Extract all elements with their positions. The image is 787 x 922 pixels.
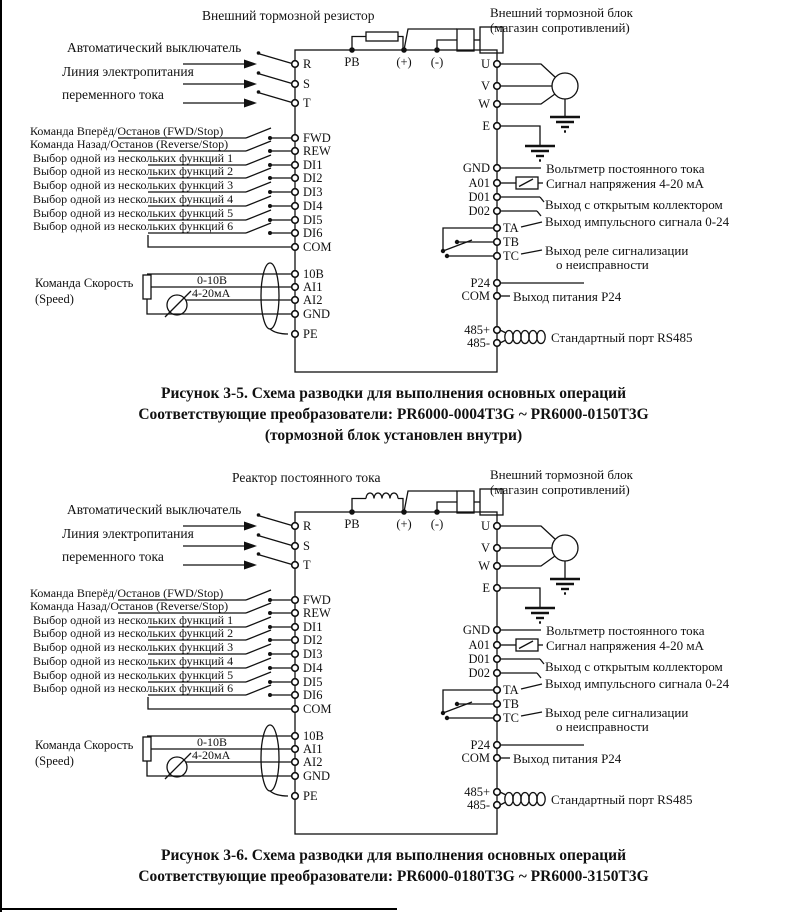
shield-to-pe-wire (270, 791, 288, 796)
terminal-label-r: R (303, 57, 312, 71)
terminal-label-ai1: AI1 (303, 742, 323, 756)
label-range-4-20ma: 4-20мА (192, 748, 231, 762)
terminal-label-minus: (-) (430, 517, 444, 531)
terminal-label-s: S (303, 77, 310, 91)
figure-3-6 (0, 462, 787, 922)
label-cmd-rev: Команда Назад/Останов (Reverse/Stop) (30, 137, 229, 151)
terminal-label-di2: DI2 (303, 633, 323, 647)
label-func-2: Выбор одной из нескольких функций 2 (33, 626, 234, 640)
terminal-label-10b: 10B (303, 267, 324, 281)
label-brake-unit-2: (магазин сопротивлений) (490, 20, 630, 35)
terminal-label-pe: PE (303, 789, 318, 803)
braking-unit-boxes (404, 489, 503, 515)
motor-ground-icon (550, 117, 580, 132)
terminal-label-com: COM (303, 702, 332, 716)
terminal-label-u: U (480, 519, 490, 533)
label-range-4-20ma: 4-20мА (192, 286, 231, 300)
figure-3-6-caption-line-1: Рисунок 3-6. Схема разводки для выполнения основных операций (160, 847, 627, 864)
terminal-label-t: T (303, 558, 311, 572)
label-voltmeter: Вольтметр постоянного тока (546, 161, 705, 176)
label-p24-output: Выход питания P24 (513, 289, 622, 304)
label-func-6: Выбор одной из нескольких функций 6 (33, 681, 234, 695)
terminal-label-di5: DI5 (303, 675, 323, 689)
label-relay-2: о неисправности (556, 719, 649, 734)
terminal-label-di4: DI4 (303, 199, 323, 213)
label-voltmeter: Вольтметр постоянного тока (546, 623, 705, 638)
com-return-wire (148, 697, 292, 709)
terminal-label-d01: D01 (468, 652, 490, 666)
terminal-label-485p: 485+ (464, 785, 490, 799)
terminal-label-di3: DI3 (303, 185, 323, 199)
terminal-label-10b: 10B (303, 729, 324, 743)
analog-gnd-wire (147, 299, 292, 314)
label-signal-4-20: Сигнал напряжения 4-20 мА (546, 176, 704, 191)
label-range-0-10v: 0-10B (197, 273, 227, 287)
label-ac-line-2: переменного тока (62, 87, 164, 102)
label-speed-1: Команда Скорость (35, 276, 134, 290)
e-terminal-wire (500, 126, 540, 145)
terminal-label-rew: REW (303, 144, 331, 158)
label-relay-1: Выход реле сигнализации (545, 243, 689, 258)
terminal-label-ai2: AI2 (303, 293, 323, 307)
terminal-label-ai1: AI1 (303, 280, 323, 294)
terminal-label-t: T (303, 96, 311, 110)
terminal-label-tb: TB (503, 697, 519, 711)
terminal-label-d01: D01 (468, 190, 490, 204)
label-func-2: Выбор одной из нескольких функций 2 (33, 164, 234, 178)
label-func-4: Выбор одной из нескольких функций 4 (33, 192, 234, 206)
label-ac-line-1: Линия электропитания (62, 64, 194, 79)
terminal-label-tc: TC (503, 711, 519, 725)
terminal-label-fwd: FWD (303, 131, 331, 145)
label-top-component: Внешний тормозной резистор (202, 8, 375, 23)
terminal-label-485p: 485+ (464, 323, 490, 337)
terminal-label-v: V (480, 79, 490, 93)
shield-ellipse (261, 725, 279, 791)
figure-3-6-caption-line-2: Соответствующие преобразователи: PR6000-0180T3G ~ PR6000-3150T3G (138, 868, 649, 885)
terminal-label-r: R (303, 519, 312, 533)
e-ground-icon (525, 146, 555, 161)
terminal-label-u: U (480, 57, 490, 71)
label-rs485-port: Стандартный порт RS485 (551, 330, 693, 345)
label-func-1: Выбор одной из нескольких функций 1 (33, 613, 234, 627)
label-top-component: Реактор постоянного тока (232, 470, 381, 485)
terminal-label-plus: (+) (396, 517, 412, 531)
label-open-collector: Выход с открытым коллектором (545, 659, 723, 674)
label-speed-1: Команда Скорость (35, 738, 134, 752)
label-breaker: Автоматический выключатель (67, 40, 242, 55)
terminal-label-di6: DI6 (303, 226, 323, 240)
terminal-label-a01: A01 (468, 176, 490, 190)
label-speed-2: (Speed) (35, 754, 74, 768)
terminal-label-plus: (+) (396, 55, 412, 69)
terminal-label-ta: TA (503, 221, 519, 235)
label-cmd-fwd: Команда Вперёд/Останов (FWD/Stop) (30, 124, 224, 138)
label-func-1: Выбор одной из нескольких функций 1 (33, 151, 234, 165)
label-cmd-fwd: Команда Вперёд/Останов (FWD/Stop) (30, 586, 224, 600)
terminal-label-d02: D02 (468, 666, 490, 680)
label-func-5: Выбор одной из нескольких функций 5 (33, 668, 234, 682)
terminal-label-p24: P24 (470, 276, 490, 290)
label-relay-2: о неисправности (556, 257, 649, 272)
label-func-4: Выбор одной из нескольких функций 4 (33, 654, 234, 668)
terminal-label-di4: DI4 (303, 661, 323, 675)
terminal-label-ta: TA (503, 683, 519, 697)
shield-to-pe-wire (270, 329, 288, 334)
label-speed-2: (Speed) (35, 292, 74, 306)
label-ac-line-2: переменного тока (62, 549, 164, 564)
terminal-label-ai2: AI2 (303, 755, 323, 769)
braking-resistor-symbol (352, 32, 403, 50)
com-return-wire (148, 235, 292, 247)
analog-gnd-wire (147, 761, 292, 776)
terminal-label-di1: DI1 (303, 620, 323, 634)
figure-3-5 (0, 0, 787, 460)
motor-symbol (500, 526, 578, 578)
terminal-label-di1: DI1 (303, 158, 323, 172)
label-brake-unit-2: (магазин сопротивлений) (490, 482, 630, 497)
terminal-label-gnd-left: GND (303, 307, 331, 321)
label-func-3: Выбор одной из нескольких функций 3 (33, 640, 234, 654)
motor-ground-icon (550, 579, 580, 594)
terminal-label-485n: 485- (467, 798, 490, 812)
label-relay-1: Выход реле сигнализации (545, 705, 689, 720)
terminal-label-a01: A01 (468, 638, 490, 652)
terminal-label-s: S (303, 539, 310, 553)
label-ac-line-1: Линия электропитания (62, 526, 194, 541)
label-breaker: Автоматический выключатель (67, 502, 242, 517)
rs485-coil-symbol (500, 792, 545, 806)
terminal-label-v: V (480, 541, 490, 555)
label-func-6: Выбор одной из нескольких функций 6 (33, 219, 234, 233)
terminal-label-w: W (478, 97, 490, 111)
terminal-label-gnd-right: GND (462, 623, 490, 637)
terminal-label-fwd: FWD (303, 593, 331, 607)
terminal-label-p24: P24 (470, 738, 490, 752)
breaker-switches (183, 516, 292, 566)
terminal-label-minus: (-) (430, 55, 444, 69)
terminal-label-com-right: COM (461, 751, 490, 765)
label-pulse-output: Выход импульсного сигнала 0-24 (545, 676, 730, 691)
label-cmd-rev: Команда Назад/Останов (Reverse/Stop) (30, 599, 229, 613)
shield-ellipse (261, 263, 279, 329)
terminal-label-w: W (478, 559, 490, 573)
label-signal-4-20: Сигнал напряжения 4-20 мА (546, 638, 704, 653)
breaker-switches (183, 54, 292, 104)
label-brake-unit-1: Внешний тормозной блок (490, 467, 633, 482)
terminal-label-e: E (482, 119, 490, 133)
meter-icon (500, 639, 543, 651)
terminal-label-di2: DI2 (303, 171, 323, 185)
motor-symbol (500, 64, 578, 116)
e-terminal-wire (500, 588, 540, 607)
label-rs485-port: Стандартный порт RS485 (551, 792, 693, 807)
page-border-left (0, 0, 2, 912)
figure-3-5-caption-line-2: Соответствующие преобразователи: PR6000-0004T3G ~ PR6000-0150T3G (138, 406, 649, 423)
terminal-label-tb: TB (503, 235, 519, 249)
braking-unit-boxes (404, 27, 503, 53)
terminal-label-pe: PE (303, 327, 318, 341)
label-brake-unit-1: Внешний тормозной блок (490, 5, 633, 20)
label-pulse-output: Выход импульсного сигнала 0-24 (545, 214, 730, 229)
terminal-label-com: COM (303, 240, 332, 254)
terminal-label-di5: DI5 (303, 213, 323, 227)
terminal-label-di3: DI3 (303, 647, 323, 661)
label-p24-output: Выход питания P24 (513, 751, 622, 766)
figure-3-5-caption-line-1: Рисунок 3-5. Схема разводки для выполнения основных операций (160, 385, 627, 402)
terminal-label-di6: DI6 (303, 688, 323, 702)
e-ground-icon (525, 608, 555, 623)
terminal-label-gnd-right: GND (462, 161, 490, 175)
terminal-label-pb: PB (344, 517, 360, 531)
terminal-label-pb: PB (344, 55, 360, 69)
terminal-label-gnd-left: GND (303, 769, 331, 783)
page-border-bottom (0, 908, 397, 910)
terminal-label-e: E (482, 581, 490, 595)
label-open-collector: Выход с открытым коллектором (545, 197, 723, 212)
figure-3-5-caption-line-3: (тормозной блок установлен внутри) (264, 427, 523, 444)
terminal-label-tc: TC (503, 249, 519, 263)
dc-reactor-symbol (352, 493, 403, 512)
label-func-3: Выбор одной из нескольких функций 3 (33, 178, 234, 192)
label-range-0-10v: 0-10B (197, 735, 227, 749)
terminal-label-d02: D02 (468, 204, 490, 218)
terminal-label-com-right: COM (461, 289, 490, 303)
label-func-5: Выбор одной из нескольких функций 5 (33, 206, 234, 220)
terminal-label-485n: 485- (467, 336, 490, 350)
rs485-coil-symbol (500, 330, 545, 344)
terminal-label-rew: REW (303, 606, 331, 620)
meter-icon (500, 177, 543, 189)
